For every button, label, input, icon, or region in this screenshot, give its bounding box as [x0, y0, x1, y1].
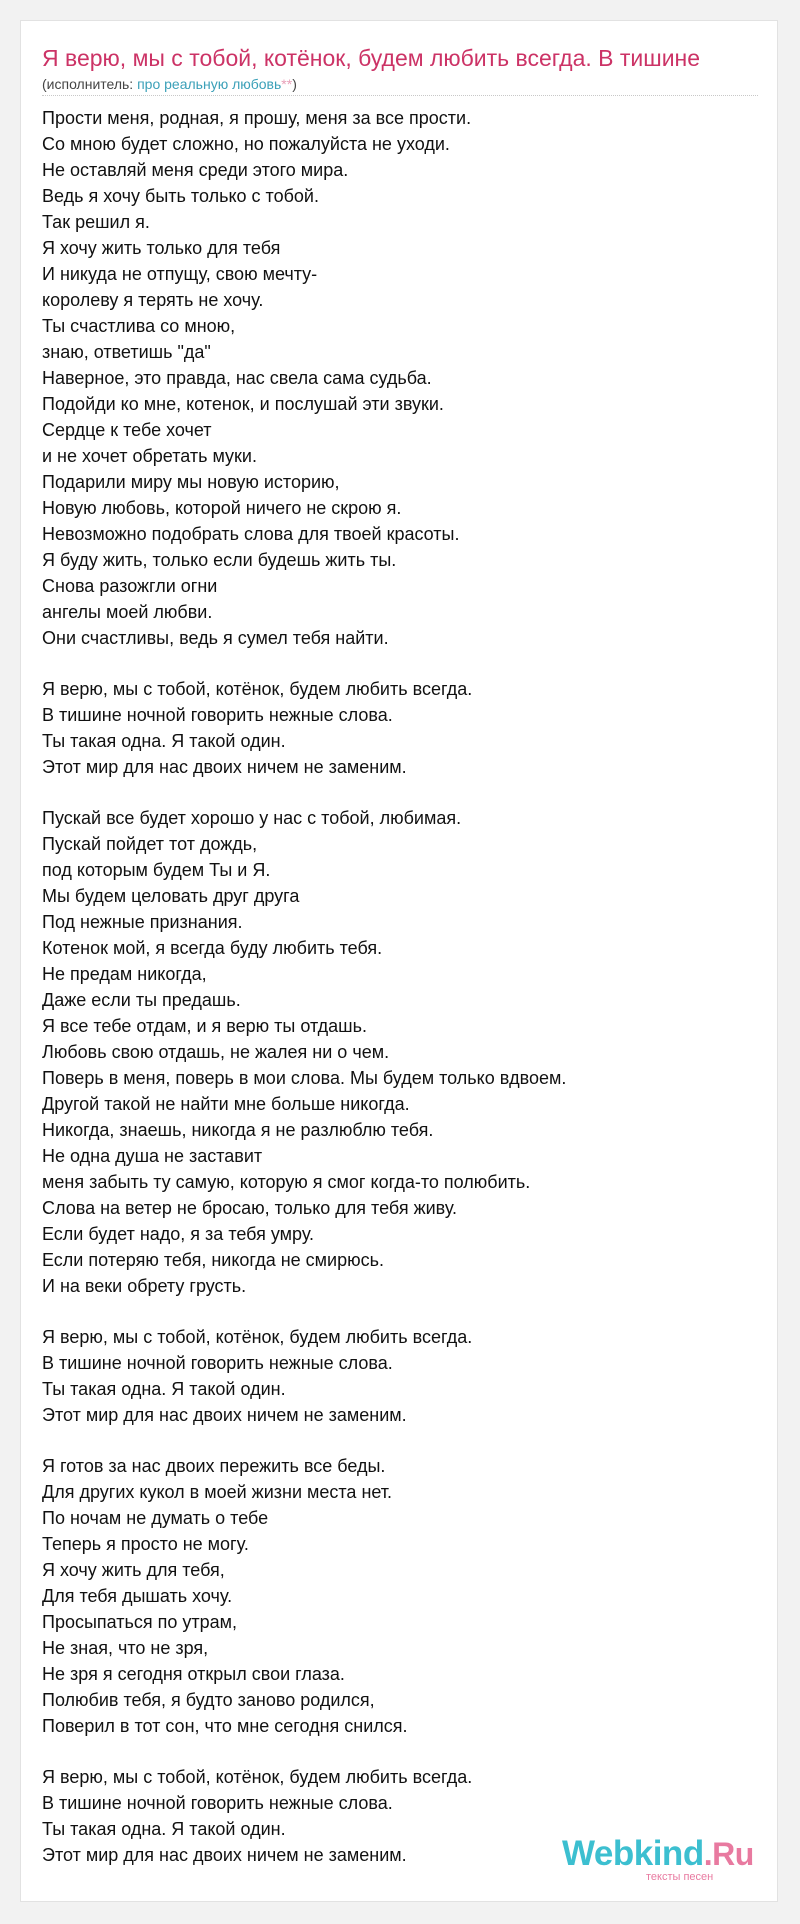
lyric-line: Новую любовь, которой ничего не скрою я.	[42, 498, 402, 518]
lyric-line: Не предам никогда,	[42, 964, 207, 984]
lyric-line: Со мною будет сложно, но пожалуйста не уходи.	[42, 134, 450, 154]
lyric-line: В тишине ночной говорить нежные слова.	[42, 1353, 393, 1373]
lyric-line: Никогда, знаешь, никогда я не разлюблю тебя.	[42, 1120, 434, 1140]
webkind-logo	[562, 1834, 754, 1874]
lyric-line: королеву я терять не хочу.	[42, 290, 264, 310]
lyric-line: Я хочу жить только для тебя	[42, 238, 281, 258]
lyric-line: Не оставляй меня среди этого мира.	[42, 160, 349, 180]
lyric-line: Я верю, мы с тобой, котёнок, будем любить всегда.	[42, 679, 473, 699]
lyric-line: Котенок мой, я всегда буду любить тебя.	[42, 938, 383, 958]
lyric-line: меня забыть ту самую, которую я смог когда-то полюбить.	[42, 1172, 531, 1192]
lyric-line: Подойди ко мне, котенок, и послушай эти звуки.	[42, 394, 444, 414]
lyric-line: И на веки обрету грусть.	[42, 1276, 247, 1296]
artist-meta	[42, 75, 297, 93]
meta-suffix: )	[292, 76, 297, 92]
stanza	[42, 105, 758, 651]
lyric-line: ангелы моей любви.	[42, 602, 213, 622]
lyric-line: Если будет надо, я за тебя умру.	[42, 1224, 315, 1244]
lyric-line: Прости меня, родная, я прошу, меня за все прости.	[42, 108, 472, 128]
logo-main: Webkind	[562, 1834, 704, 1873]
chorus	[42, 1324, 758, 1428]
lyric-line: Поверил в тот сон, что мне сегодня снился.	[42, 1716, 408, 1736]
lyric-line: Снова разожгли огни	[42, 576, 218, 596]
lyric-line: Под нежные признания.	[42, 912, 243, 932]
lyric-line: Другой такой не найти мне больше никогда.	[42, 1094, 410, 1114]
stanza	[42, 805, 758, 1299]
stanza-gap	[42, 651, 758, 676]
lyric-line: Просыпаться по утрам,	[42, 1612, 238, 1632]
lyric-line: Невозможно подобрать слова для твоей красоты.	[42, 524, 460, 544]
lyric-line: под которым будем Ты и Я.	[42, 860, 271, 880]
lyric-line: Этот мир для нас двоих ничем не заменим.	[42, 757, 407, 777]
lyric-line: Пускай все будет хорошо у нас с тобой, любимая.	[42, 808, 462, 828]
artist-stars: **	[281, 76, 293, 92]
lyric-line: Для других кукол в моей жизни места нет.	[42, 1482, 393, 1502]
lyric-line: По ночам не думать о тебе	[42, 1508, 269, 1528]
lyric-line: В тишине ночной говорить нежные слова.	[42, 1793, 393, 1813]
lyric-line: Поверь в меня, поверь в мои слова. Мы будем только вдвоем.	[42, 1068, 567, 1088]
stanza-gap	[42, 780, 758, 805]
webkind-watermark	[562, 1834, 762, 1884]
lyric-line: Я верю, мы с тобой, котёнок, будем любить всегда.	[42, 1327, 473, 1347]
lyric-line: Наверное, это правда, нас свела сама судьба.	[42, 368, 432, 388]
lyric-line: Ты счастлива со мною,	[42, 316, 236, 336]
lyric-line: Я буду жить, только если будешь жить ты.	[42, 550, 397, 570]
lyric-line: Даже если ты предашь.	[42, 990, 241, 1010]
lyric-line: Я хочу жить для тебя,	[42, 1560, 225, 1580]
stanza	[42, 1453, 758, 1739]
chorus	[42, 676, 758, 780]
lyric-line: Полюбив тебя, я будто заново родился,	[42, 1690, 375, 1710]
lyric-line: Я все тебе отдам, и я верю ты отдашь.	[42, 1016, 367, 1036]
lyric-line: Так решил я.	[42, 212, 150, 232]
lyric-line: Любовь свою отдашь, не жалея ни о чем.	[42, 1042, 390, 1062]
lyric-line: Если потеряю тебя, никогда не смирюсь.	[42, 1250, 384, 1270]
lyric-line: Подарили миру мы новую историю,	[42, 472, 340, 492]
lyrics-text	[42, 105, 758, 1868]
lyric-line: Ведь я хочу быть только с тобой.	[42, 186, 319, 206]
lyric-line: Не зная, что не зря,	[42, 1638, 209, 1658]
lyric-line: Ты такая одна. Я такой один.	[42, 1379, 286, 1399]
lyric-line: Мы будем целовать друг друга	[42, 886, 300, 906]
lyric-line: Теперь я просто не могу.	[42, 1534, 249, 1554]
logo-tagline: тексты песен	[646, 1871, 714, 1883]
lyric-line: Не одна душа не заставит	[42, 1146, 263, 1166]
lyric-line: Они счастливы, ведь я сумел тебя найти.	[42, 628, 389, 648]
lyric-line: Не зря я сегодня открыл свои глаза.	[42, 1664, 345, 1684]
artist-name: про реальную любовь	[137, 76, 282, 92]
page-title: Я верю, мы с тобой, котёнок, будем любить всегда. В тишине	[42, 45, 701, 71]
meta-prefix: (исполнитель:	[42, 76, 138, 92]
lyric-line: Слова на ветер не бросаю, только для тебя живу.	[42, 1198, 458, 1218]
lyric-line: Сердце к тебе хочет	[42, 420, 212, 440]
lyric-line: И никуда не отпущу, свою мечту-	[42, 264, 318, 284]
stanza-gap	[42, 1428, 758, 1453]
divider	[42, 95, 758, 96]
lyric-line: Ты такая одна. Я такой один.	[42, 731, 286, 751]
lyric-line: Пускай пойдет тот дождь,	[42, 834, 258, 854]
lyric-line: Этот мир для нас двоих ничем не заменим.	[42, 1405, 407, 1425]
lyric-line: Я верю, мы с тобой, котёнок, будем любить всегда.	[42, 1767, 473, 1787]
logo-ru: .Ru	[703, 1836, 754, 1872]
lyric-line: В тишине ночной говорить нежные слова.	[42, 705, 393, 725]
lyric-line: Этот мир для нас двоих ничем не заменим.	[42, 1845, 407, 1865]
lyric-line: Для тебя дышать хочу.	[42, 1586, 233, 1606]
stanza-gap	[42, 1299, 758, 1324]
stanza-gap	[42, 1739, 758, 1764]
lyrics-card	[20, 20, 778, 1902]
artist-link[interactable]	[137, 76, 292, 92]
lyric-line: Ты такая одна. Я такой один.	[42, 1819, 286, 1839]
lyric-line: знаю, ответишь "да"	[42, 342, 211, 362]
lyric-line: и не хочет обретать муки.	[42, 446, 257, 466]
lyric-line: Я готов за нас двоих пережить все беды.	[42, 1456, 386, 1476]
